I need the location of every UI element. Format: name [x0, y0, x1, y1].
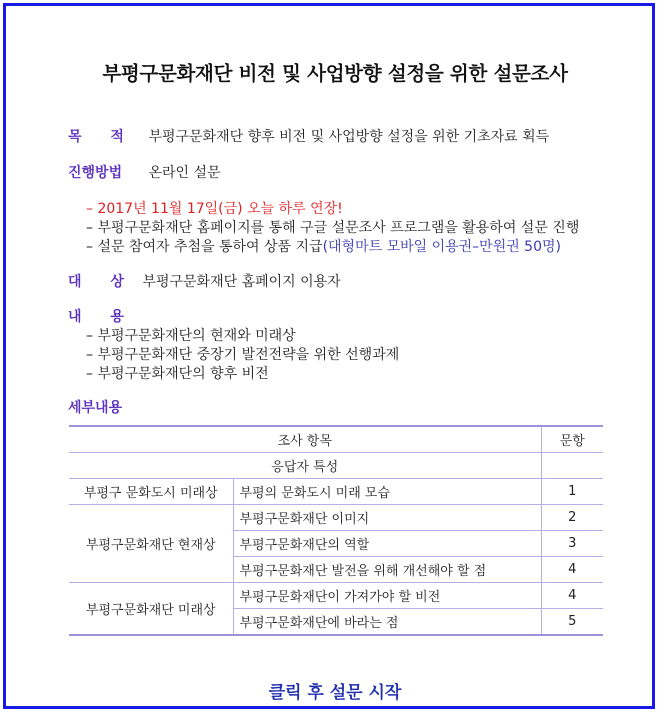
method-text: 온라인 설문 — [148, 165, 221, 181]
item-cell: 부평구문화재단 이미지 — [233, 505, 541, 531]
table-header-num: 문항 — [541, 426, 603, 453]
method-bullet-1: – 2017년 11월 17일(금) 오늘 하루 연장! — [86, 201, 343, 217]
content-bullet-1: – 부평구문화재단의 현재와 미래상 — [86, 328, 296, 344]
table-row — [69, 583, 603, 609]
method-row — [68, 162, 221, 182]
table-row — [69, 479, 603, 505]
purpose-text: 부평구문화재단 향후 비전 및 사업방향 설정을 위한 기초자료 획득 — [148, 129, 550, 145]
group-name: 부평구문화재단 현재상 — [69, 505, 233, 583]
item-cell: 부평구문화재단이 가져가야 할 비전 — [233, 583, 541, 609]
num-cell: 2 — [541, 505, 603, 531]
item-cell: 부평구문화재단의 역할 — [233, 531, 541, 557]
target-text: 부평구문화재단 홈페이지 이용자 — [142, 274, 341, 290]
target-row — [68, 271, 341, 291]
purpose-label: 목 적 — [68, 129, 124, 145]
content-bullet-2: – 부평구문화재단 중장기 발전전략을 위한 선행과제 — [86, 347, 400, 363]
start-survey-button[interactable]: 클릭 후 설문 시작 — [268, 683, 402, 703]
content-label: 내 용 — [68, 309, 124, 325]
method-bullet-2: – 부평구문화재단 홈페이지를 통해 구글 설문조사 프로그램을 활용하여 설문 진행 — [86, 220, 580, 236]
details-table — [69, 425, 603, 636]
table-header-row — [69, 426, 603, 453]
num-cell: 4 — [541, 557, 603, 583]
num-cell: 4 — [541, 583, 603, 609]
method-bullet-3 — [86, 236, 561, 256]
group-name: 부평구 문화도시 미래상 — [69, 479, 233, 505]
target-label: 대 상 — [68, 274, 124, 290]
details-label: 세부내용 — [68, 400, 123, 416]
table-row — [69, 505, 603, 531]
num-cell: 1 — [541, 479, 603, 505]
page-title: 부평구문화재단 비전 및 사업방향 설정을 위한 설문조사 — [102, 62, 568, 85]
item-cell: 부평구문화재단에 바라는 점 — [233, 609, 541, 636]
item-cell: 부평구문화재단 발전을 위해 개선해야 할 점 — [233, 557, 541, 583]
group-name: 부평구문화재단 미래상 — [69, 583, 233, 636]
num-cell: 5 — [541, 609, 603, 636]
method-bullet-3-text: – 설문 참여자 추첨을 통하여 상품 지급 — [86, 239, 323, 255]
method-bullet-3-prize: (대형마트 모바일 이용권–만원권 50명) — [322, 239, 561, 255]
survey-frame — [3, 3, 655, 709]
method-label: 진행방법 — [68, 165, 123, 181]
num-cell: 3 — [541, 531, 603, 557]
table-row — [69, 453, 603, 479]
item-cell: 부평의 문화도시 미래 모습 — [233, 479, 541, 505]
content-bullet-3: – 부평구문화재단의 향후 비전 — [86, 366, 269, 382]
purpose-row — [68, 126, 549, 146]
respondent-cell: 응답자 특성 — [69, 453, 541, 479]
respondent-num — [541, 453, 603, 479]
table-header-item: 조사 항목 — [69, 426, 541, 453]
content-row — [68, 306, 124, 326]
details-row — [68, 397, 122, 417]
